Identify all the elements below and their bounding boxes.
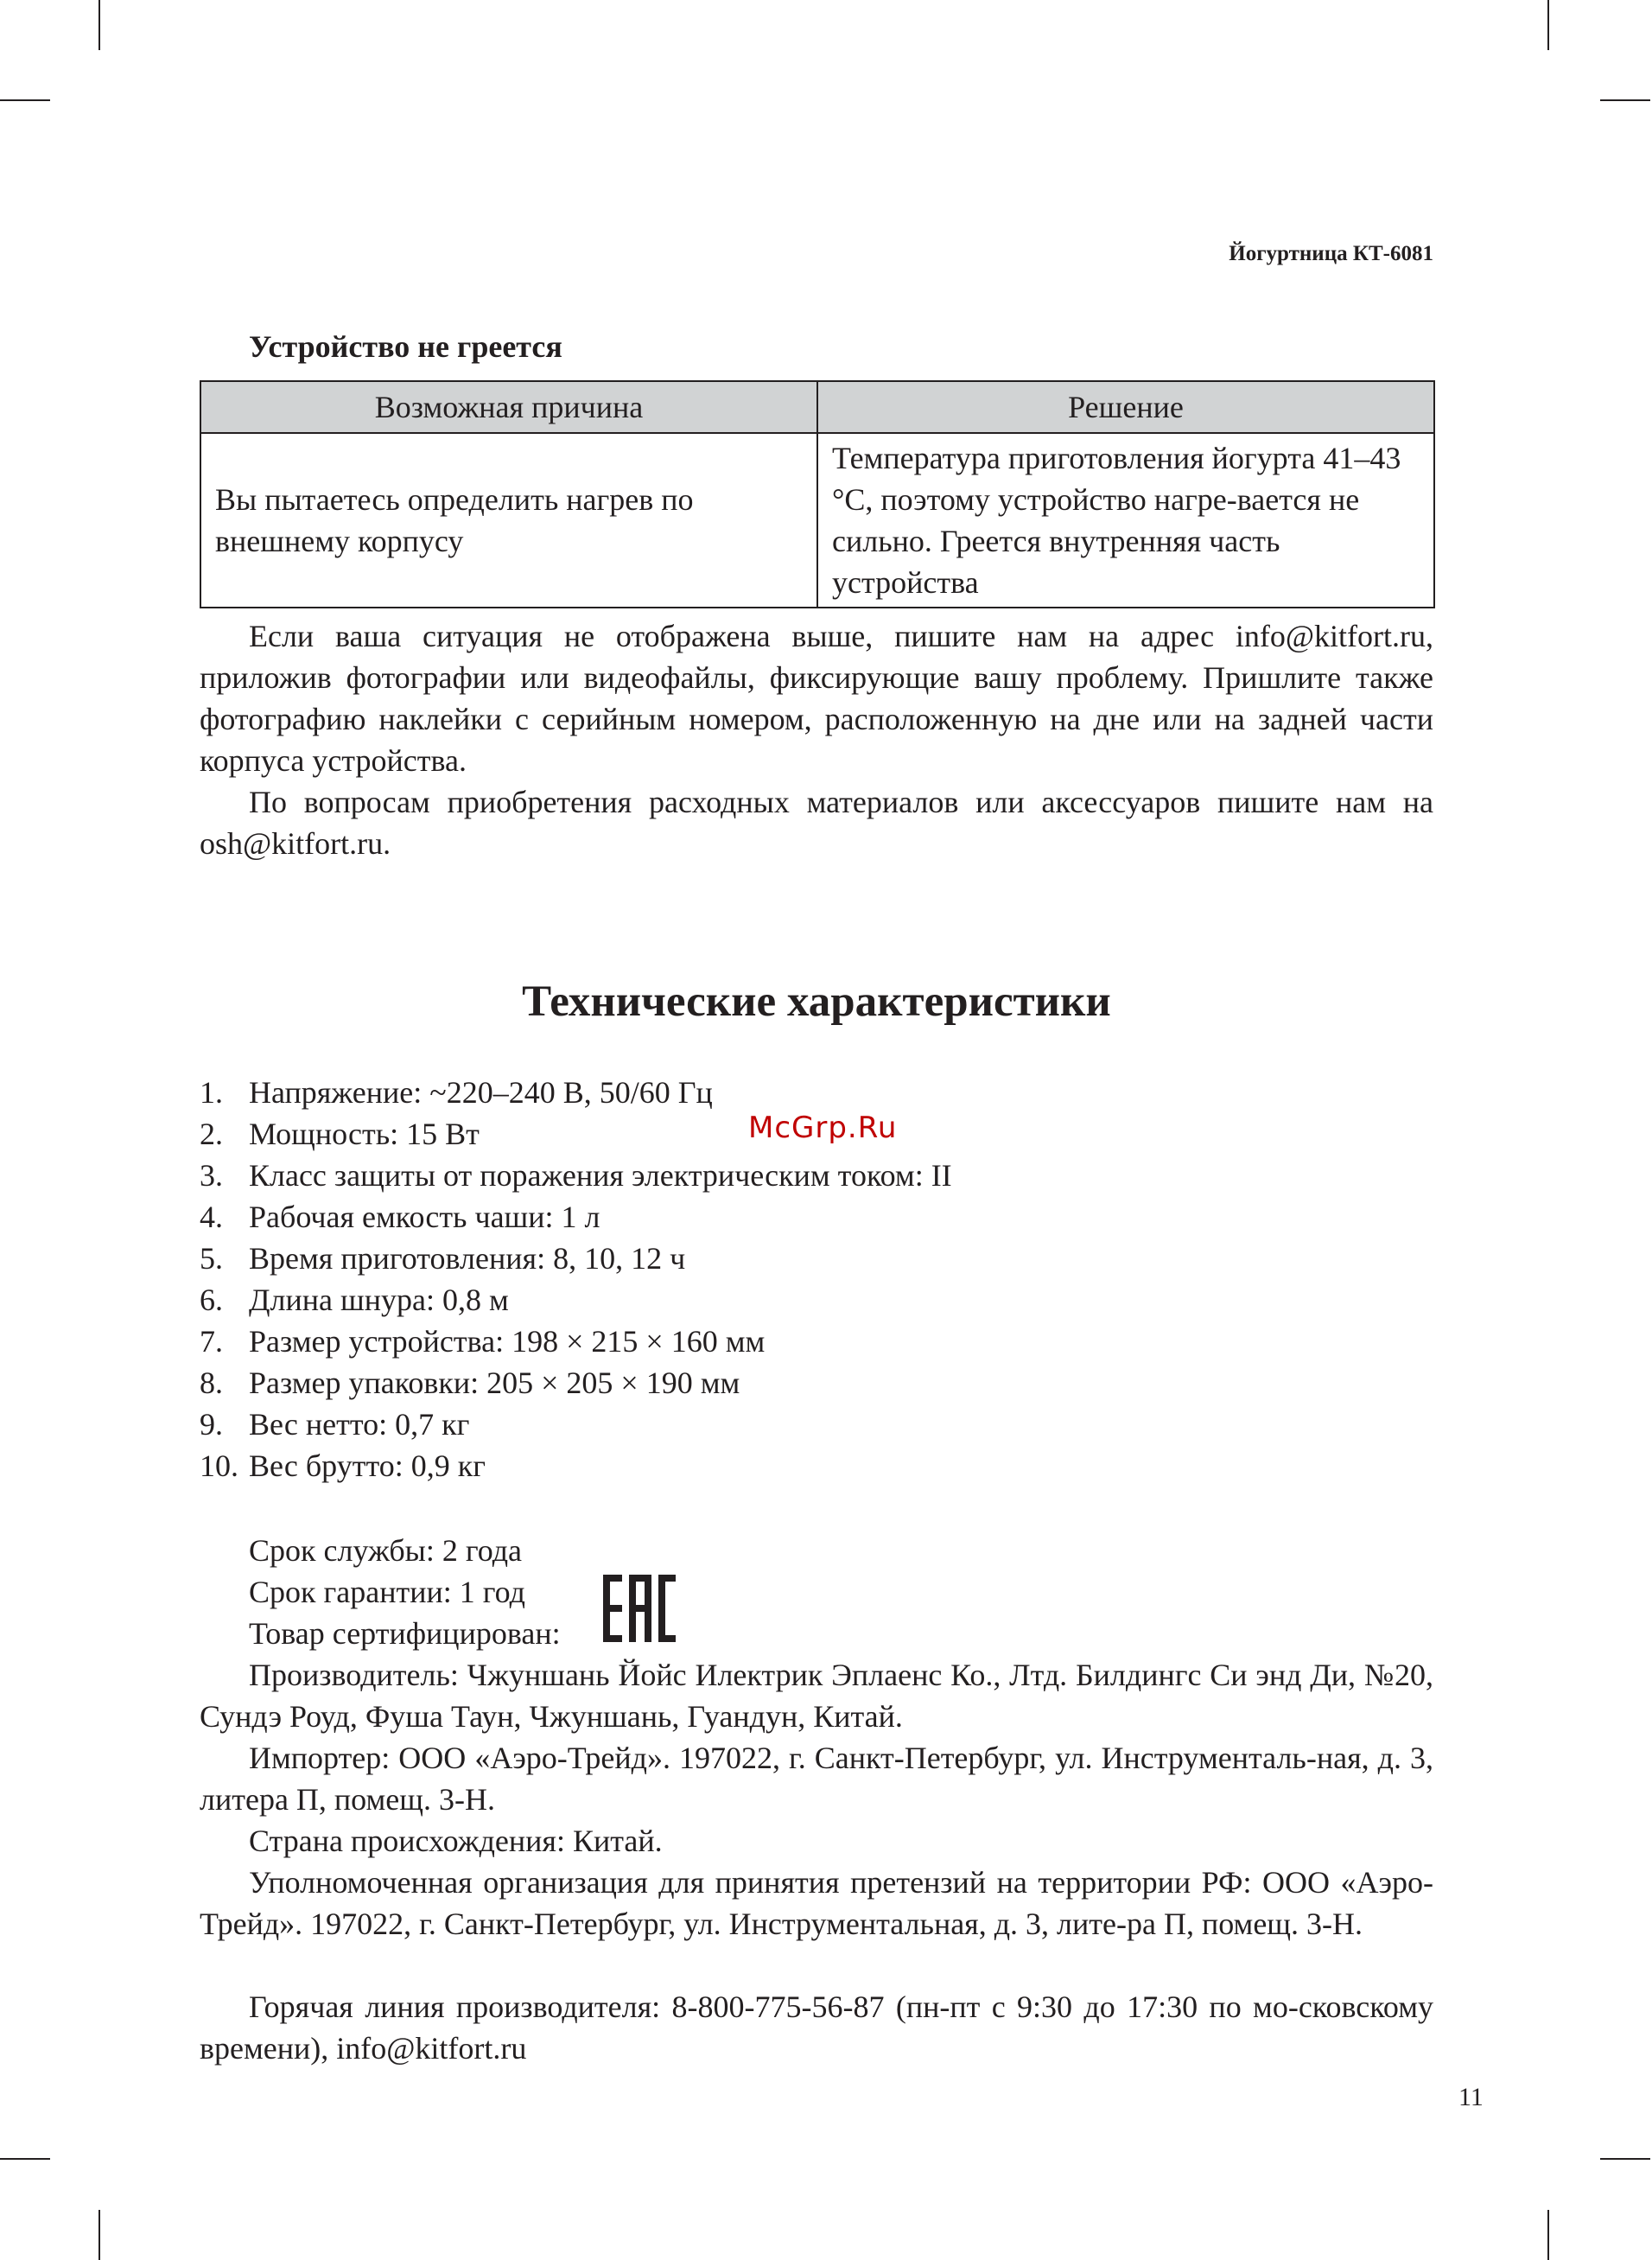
crop-mark [98,2210,100,2260]
eac-certification-mark [603,1575,676,1642]
importer-paragraph: Импортер: ООО «Аэро-Трейд». 197022, г. Санкт-Петербург, ул. Инструменталь-ная, д. 3, литера П, помещ. 3-Н. [200,1741,1433,1817]
item-text: Вес нетто: 0,7 кг [249,1407,470,1442]
item-text: Время приготовления: 8, 10, 12 ч [249,1241,686,1276]
item-number: 9. [200,1407,223,1442]
table-header-row [200,381,1434,433]
item-number: 6. [200,1283,223,1317]
list-item [200,1072,952,1113]
authorized-organization-paragraph: Уполномоченная организация для принятия претензий на территории РФ: ООО «Аэро-Трейд». 197022, г. Санкт-Петербург, ул. Инструментальная, д. 3, лите-ра П, помещ. 3-Н. [200,1865,1433,1941]
crop-mark [98,0,100,50]
list-item [200,1196,952,1238]
list-item [200,1279,952,1321]
warranty: Срок гарантии: 1 год [249,1575,525,1609]
page-number: 11 [1458,2083,1484,2111]
crop-mark [1547,2210,1549,2260]
item-text: Мощность: 15 Вт [249,1117,480,1151]
contact-paragraph: Если ваша ситуация не отображена выше, пишите нам на адрес info@kitfort.ru, приложив фотографии или видеофайлы, фиксирующие вашу проблему. Пришлите также фотографию наклейки с серийным номером, расположенную на дне или на задней части корпуса устройства. [200,619,1433,778]
solution-cell: Температура приготовления йогурта 41–43 °С, поэтому устройство нагре-вается не сильно. Греется внутренняя часть устройства [817,433,1434,608]
item-number: 3. [200,1158,223,1193]
page-header-product: Йогуртница КТ-6081 [1229,242,1433,265]
cause-cell: Вы пытаетесь определить нагрев по внешнему корпусу [200,433,817,608]
certified-label: Товар сертифицирован: [249,1616,561,1651]
crop-mark [0,99,50,101]
item-number: 5. [200,1241,223,1276]
accessories-paragraph: По вопросам приобретения расходных материалов или аксессуаров пишите нам на osh@kitfort.ru. [200,785,1433,861]
crop-mark [1547,0,1549,50]
crop-mark [1600,99,1650,101]
list-item [200,1155,952,1196]
item-number: 10. [200,1448,238,1483]
manufacturer-paragraph: Производитель: Чжуншань Йойс Илектрик Эплаенс Ко., Лтд. Билдингс Си энд Ди, №20, Сундэ Роуд, Фуша Таун, Чжуншань, Гуандун, Китай. [200,1658,1433,1734]
item-text: Длина шнура: 0,8 м [249,1283,509,1317]
origin-paragraph: Страна происхождения: Китай. [249,1824,663,1858]
service-life: Срок службы: 2 года [249,1533,523,1568]
list-item [200,1445,952,1487]
list-item [200,1238,952,1279]
item-text: Класс защиты от поражения электрическим током: II [249,1158,952,1193]
item-text: Размер устройства: 198 × 215 × 160 мм [249,1324,766,1359]
item-number: 2. [200,1117,223,1151]
list-item [200,1362,952,1404]
item-number: 1. [200,1075,223,1110]
table-row [200,433,1434,608]
item-text: Рабочая емкость чаши: 1 л [249,1200,600,1234]
list-item [200,1404,952,1445]
column-header-cause: Возможная причина [200,381,817,433]
watermark-link[interactable]: McGrp.Ru [748,1111,898,1145]
item-text: Вес брутто: 0,9 кг [249,1448,486,1483]
column-header-solution: Решение [817,381,1434,433]
list-item [200,1321,952,1362]
crop-mark [1600,2158,1650,2160]
item-number: 7. [200,1324,223,1359]
item-text: Размер упаковки: 205 × 205 × 190 мм [249,1366,740,1400]
crop-mark [0,2158,50,2160]
troubleshooting-table [200,380,1435,608]
section-subtitle: Устройство не греется [249,329,562,364]
specs-title: Технические характеристики [522,977,1111,1026]
item-number: 4. [200,1200,223,1234]
item-text: Напряжение: ~220–240 В, 50/60 Гц [249,1075,713,1110]
item-number: 8. [200,1366,223,1400]
hotline-paragraph: Горячая линия производителя: 8-800-775-56-87 (пн-пт с 9:30 до 17:30 по мо-сковскому времени), info@kitfort.ru [200,1989,1433,2066]
